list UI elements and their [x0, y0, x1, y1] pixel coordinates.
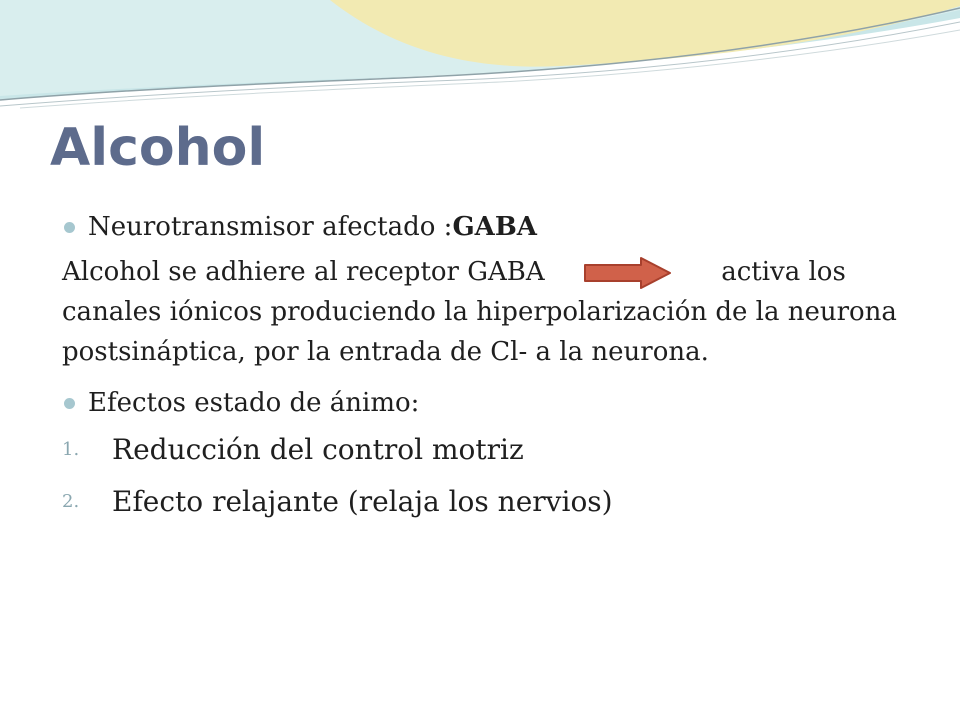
bullet-neurotransmitter-label: Neurotransmisor afectado : [88, 212, 453, 242]
list-item [62, 424, 922, 476]
right-arrow-icon [583, 256, 673, 290]
slide-title: Alcohol [50, 118, 266, 178]
list-item-number: 2. [62, 491, 80, 512]
bullet-mood-effects-label: Efectos estado de ánimo: [88, 388, 420, 418]
bullet-mood-effects [62, 382, 922, 424]
bullet-dot-icon [64, 398, 75, 409]
list-item-text: Reducción del control motriz [112, 433, 524, 466]
bullet-neurotransmitter [62, 206, 922, 248]
slide-body [62, 206, 922, 528]
list-item-number: 1. [62, 439, 80, 460]
list-item [62, 476, 922, 528]
mechanism-paragraph [62, 252, 922, 372]
list-item-text: Efecto relajante (relaja los nervios) [112, 485, 613, 518]
bullet-neurotransmitter-value: GABA [452, 212, 537, 242]
paragraph-part-2: activa los canales iónicos produciendo la hiperpolarización de la neurona postsináptica, por la entrada de Cl- a la neurona. [62, 257, 897, 367]
bullet-dot-icon [64, 222, 75, 233]
paragraph-part-1: Alcohol se adhiere al receptor GABA [62, 257, 545, 287]
